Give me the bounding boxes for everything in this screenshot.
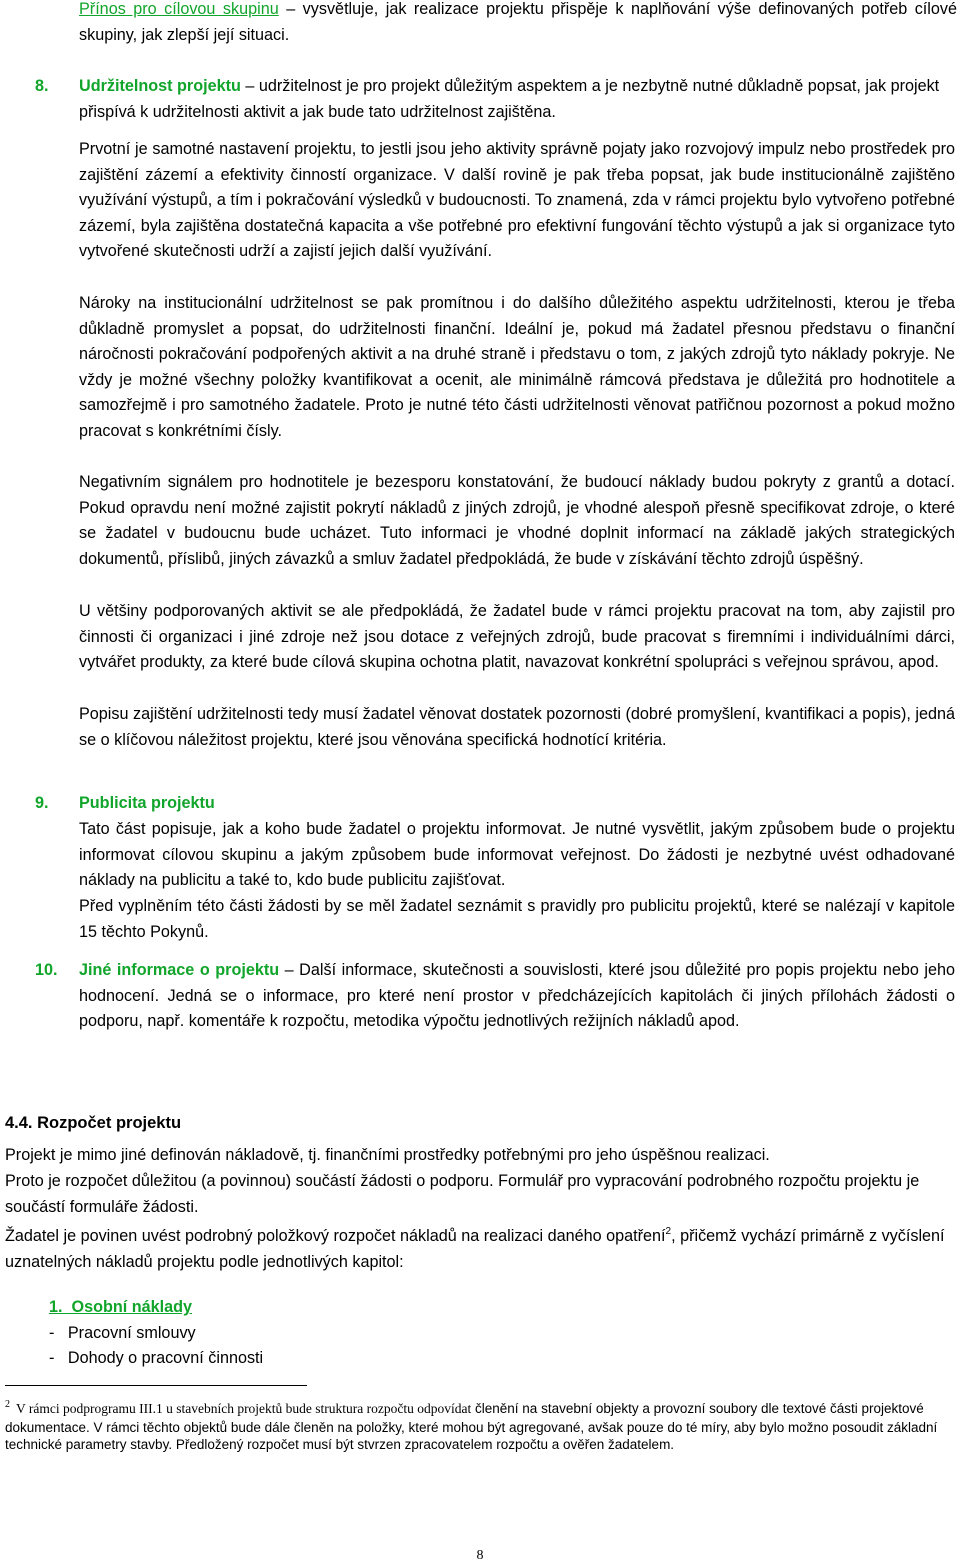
item8-paragraph-5: Popisu zajištění udržitelnosti tedy musí žadatel věnovat dostatek pozornosti (dobré promyšlení, kvantifikaci a popis), jedná se o klíčovou náležitost projektu, které jsou věnována specifická hodnotící kritéria.	[79, 705, 955, 749]
prinos-text: – vysvětluje, jak realizace projektu přispěje k naplňování výše definovaných potřeb cílové skupiny, jak zlepší její situaci.	[79, 0, 957, 44]
footnote-separator	[5, 1385, 307, 1386]
section-heading: 4.4. Rozpočet projektu	[5, 1114, 182, 1132]
footnote-mark: 2	[5, 1399, 10, 1410]
section-line-3	[5, 1223, 957, 1275]
prinos-paragraph	[79, 0, 957, 48]
item9-number: 9.	[35, 794, 49, 812]
prinos-link[interactable]: Přínos pro cílovou skupinu	[79, 0, 279, 18]
item8-paragraph-2: Nároky na institucionální udržitelnost se pak promítnou i do dalšího důležitého aspektu udržitelnosti, kterou je třeba důkladně promyslet a popsat, do udržitelnosti finanční. Ideální je, pokud má žadatel přesnou představu o finanční náročnosti pokračování podpořených aktivit a na druhé straně i představu o tom, z jakých zdrojů tyto náklady pokryje. Ne vždy je možné všechny položky kvantifikovat a ocenit, ale minimálně rámcová představa je důležitá pro hodnotitele a samozřejmě i pro samotného žadatele. Proto je nutné této části udržitelnosti věnovat patřičnou pozornost a pokud možno pracovat s konkrétními čísly.	[79, 294, 955, 440]
section-line-3a: Žadatel je povinen uvést podrobný položkový rozpočet nákladů na realizaci daného opatření	[5, 1227, 666, 1245]
item10-paragraph	[79, 958, 955, 1035]
section-line-3b: , přičemž vychází primárně z vyčíslení uznatelných nákladů projektu podle jednotlivých kapitol:	[5, 1227, 945, 1271]
list-item: - Dohody o pracovní činnosti	[49, 1349, 264, 1367]
item10-title: Jiné informace o projektu	[79, 961, 280, 979]
footnote-text: členění na stavební objekty a provozní soubory dle textové části projektové dokumentace. V rámci těchto objektů bude dále členěn na položky, které mohou být agregované, avšak pouze do té míry, aby bylo možno posoudit základní technické parametry stavby. Předložený rozpočet musí být stvrzen zpracovatelem rozpočtu a ověřen žadatelem.	[5, 1401, 938, 1452]
item9-paragraph-2: Před vyplněním této části žádosti by se měl žadatel seznámit s pravidly pro publicitu projektů, které se nalézají v kapitole 15 těchto Pokynů.	[79, 897, 955, 941]
item10-text: – Další informace, skutečnosti a souvislosti, které jsou důležité pro popis projektu nebo jeho hodnocení. Jedná se o informace, pro které není prostor v předcházejících kapitolách či jiných přílohách žádosti o podporu, např. komentáře k rozpočtu, metodika výpočtu jednotlivých režijních nákladů apod.	[79, 961, 955, 1031]
item8-intro-text: – udržitelnost je pro projekt důležitým aspektem a je nezbytně nutné důkladně popsat, jak projekt přispívá k udržitelnosti aktivit a jak bude tato udržitelnost zajištěna.	[79, 77, 940, 121]
item8-paragraph-1: Prvotní je samotné nastavení projektu, to jestli jsou jeho aktivity správně pojaty jako rozvojový impulz nebo prostředek pro zajištění zázemí a efektivity činností organizace. V další rovině je pak třeba popsat, jak bude institucionálně zajištěno využívání výstupů, a tím i pokračování výsledků v budoucnosti. To znamená, zda v rámci projektu bylo vytvořeno potřebné zázemí, byla zajištěna dostatečná kapacita a vše potřebné pro efektivní fungování těchto výstupů a jak si organizace tyto vytvořené skutečnosti udrží a zajistí jejich další využívání.	[79, 140, 955, 261]
item10-number: 10.	[35, 961, 58, 979]
footnote-serif-text: V rámci podprogramu III.1 u stavebních projektů bude struktura rozpočtu odpovídat	[16, 1401, 472, 1416]
item9-paragraph-1: Tato část popisuje, jak a koho bude žadatel o projektu informovat. Je nutné vysvětlit, jakým způsobem bude o projektu informovat cílovou skupinu a jakým způsobem bude informovat veřejnost. Do žádosti je nezbytné uvést odhadované náklady na publicitu a také to, kdo bude publicitu zajišťovat.	[79, 820, 955, 890]
footnote-ref[interactable]: 2	[665, 1226, 672, 1237]
item8-title: Udržitelnost projektu	[79, 77, 241, 95]
list-title-osobni-naklady[interactable]: 1. Osobní náklady	[49, 1298, 193, 1316]
item8-paragraph-4: U většiny podporovaných aktivit se ale předpokládá, že žadatel bude v rámci projektu pracovat na tom, aby zajistil pro činnosti či organizaci i jiné zdroje než jsou dotace z veřejných zdrojů, bude pracovat s firemními i individuálními dárci, vytvářet produkty, za které bude cílová skupina ochotna platit, navazovat konkrétní spolupráci s veřejnou správou, apod.	[79, 602, 955, 672]
item8-intro	[79, 74, 957, 125]
page-number: 8	[476, 1548, 484, 1563]
footnote	[5, 1400, 945, 1453]
section-line-2: Proto je rozpočet důležitou (a povinnou) součástí žádosti o podporu. Formulář pro vypracování podrobného rozpočtu projektu je součástí formuláře žádosti.	[5, 1172, 920, 1216]
item9-title: Publicita projektu	[79, 794, 215, 812]
section-line-1: Projekt je mimo jiné definován nákladově, tj. finančními prostředky potřebnými pro jeho úspěšnou realizaci.	[5, 1146, 770, 1164]
item8-number: 8.	[35, 77, 49, 95]
item8-paragraph-3: Negativním signálem pro hodnotitele je bezesporu konstatování, že budoucí náklady budou pokryty z grantů a dotací. Pokud opravdu není možné zajistit pokrytí nákladů z jiných zdrojů, je vhodné alespoň přesně specifikovat zdroje, o které se žadatel v budoucnu bude ucházet. Tuto informaci je vhodné doplnit informací na základě jakých strategických dokumentů, příslibů, jiných závazků a smluv žadatel předpokládá, že bude v získávání těchto zdrojů úspěšný.	[79, 473, 955, 568]
list-item: - Pracovní smlouvy	[49, 1324, 196, 1342]
